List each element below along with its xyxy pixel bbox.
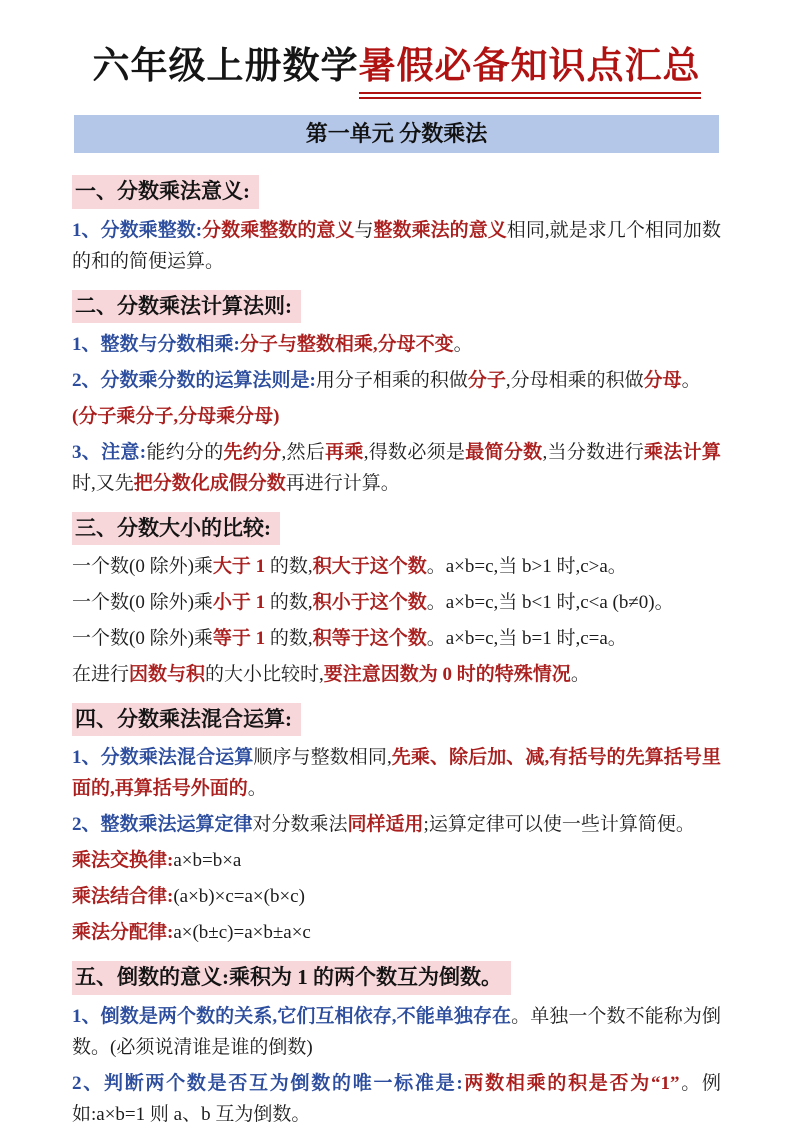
paragraph	[72, 809, 721, 840]
text-run-blue: 1、分数乘法混合运算	[72, 747, 254, 769]
text-run-red: 同样适用	[347, 814, 424, 836]
text-run-red: 两数相乘的积是否为“1”	[462, 1072, 680, 1094]
text-run-blue: 1、整数与分数相乘:	[72, 333, 240, 355]
text-run-black: ,分母相乘的积做	[505, 369, 644, 391]
text-run-red: 乘法计算	[644, 441, 721, 463]
paragraph	[72, 659, 721, 690]
paragraph	[72, 401, 721, 432]
unit-banner: 第一单元 分数乘法	[74, 115, 719, 153]
paragraph	[72, 1001, 721, 1063]
text-run-black: 与	[354, 219, 374, 241]
text-run-red: 积小于这个数	[312, 592, 427, 614]
text-run-black: 。a×b=c,当 b=1 时,c=a。	[426, 628, 627, 650]
text-run-black: 相同,就是求几个相同加数的和的简便运算。	[72, 219, 721, 272]
text-run-black: 。a×b=c,当 b<1 时,c<a (b≠0)。	[426, 592, 674, 614]
text-run-red: 乘法交换律:	[72, 850, 174, 872]
text-run-black: 的数,	[265, 628, 313, 650]
text-run-black: ,得数必须是	[363, 441, 466, 463]
paragraph	[72, 881, 721, 912]
text-run-black: 。	[570, 664, 590, 686]
text-run-black: 。	[681, 369, 701, 391]
paragraph	[72, 551, 721, 582]
text-run-black: 的大小比较时,	[205, 664, 324, 686]
text-run-black: 一个数(0 除外)乘	[72, 592, 213, 614]
document-content	[72, 167, 721, 1122]
paragraph	[72, 587, 721, 618]
text-run-red: 分母	[643, 369, 682, 391]
section-heading: 一、分数乘法意义:	[72, 175, 259, 208]
text-run-red: 再乘	[325, 441, 364, 463]
paragraph	[72, 329, 721, 360]
text-run-black: 。	[453, 333, 473, 355]
text-run-red: 最简分数	[465, 441, 543, 463]
text-run-blue: 3、注意:	[72, 441, 147, 463]
title-black-part: 六年级上册数学	[92, 46, 359, 87]
text-run-red: 因数与积	[129, 664, 206, 686]
text-run-black: ;运算定律可以使一些计算简便。	[423, 814, 695, 836]
text-run-blue: 2、整数乘法运算定律	[72, 814, 253, 836]
text-run-black: a×(b±c)=a×b±a×c	[173, 922, 311, 944]
text-run-black: 顺序与整数相同,	[253, 747, 392, 769]
text-run-black: 再进行计算。	[285, 472, 400, 494]
text-run-red: 积大于这个数	[312, 556, 427, 578]
text-run-black: 用分子相乘的积做	[315, 369, 468, 391]
text-run-black: 的数,	[265, 556, 313, 578]
text-run-red: 分数乘整数的意义	[202, 219, 355, 241]
text-run-black: a×b=b×a	[173, 850, 242, 872]
text-run-black: 能约分的	[146, 441, 224, 463]
text-run-red: 要注意因数为 0 时的特殊情况	[323, 664, 571, 686]
section-5	[72, 953, 721, 1122]
text-run-blue: 2、判断两个数是否互为倒数的唯一标准是:	[72, 1072, 463, 1094]
text-run-red: 积等于这个数	[312, 628, 427, 650]
text-run-black: (a×b)×c=a×(b×c)	[173, 886, 305, 908]
section-3	[72, 504, 721, 690]
text-run-red: 分子	[467, 369, 506, 391]
text-run-black: ,然后	[281, 441, 326, 463]
text-run-black: 一个数(0 除外)乘	[72, 556, 213, 578]
paragraph	[72, 437, 721, 499]
text-run-red: (分子乘分子,分母乘分母)	[72, 405, 280, 427]
text-run-red: 等于 1	[212, 628, 266, 650]
text-run-red: 先乘、除后加、减,有括号的先算括号里面的,再算括号外面的	[72, 747, 721, 800]
section-heading: 三、分数大小的比较:	[72, 512, 280, 545]
text-run-blue: 1、分数乘整数:	[72, 219, 203, 241]
text-run-blue: 1、倒数是两个数的关系,它们互相依存,不能单独存在	[72, 1005, 512, 1027]
text-run-red: 整数乘法的意义	[373, 219, 507, 241]
section-heading: 五、倒数的意义:乘积为 1 的两个数互为倒数。	[72, 961, 511, 994]
text-run-black: 时,又先	[72, 472, 134, 494]
text-run-black: ,当分数进行	[542, 441, 645, 463]
text-run-red: 大于 1	[212, 556, 266, 578]
text-run-red: 乘法结合律:	[72, 886, 174, 908]
text-run-black: 一个数(0 除外)乘	[72, 628, 213, 650]
paragraph	[72, 845, 721, 876]
section-2	[72, 282, 721, 499]
text-run-red: 小于 1	[212, 592, 266, 614]
text-run-black: 。单独一个数不能称为倒数。(必须说清谁是谁的倒数)	[72, 1005, 721, 1058]
paragraph	[72, 1068, 721, 1122]
text-run-black: 。a×b=c,当 b>1 时,c>a。	[426, 556, 627, 578]
section-1	[72, 167, 721, 276]
section-4	[72, 695, 721, 948]
paragraph	[72, 623, 721, 654]
text-run-black: 。	[247, 778, 267, 800]
text-run-blue: 2、分数乘分数的运算法则是:	[72, 369, 316, 391]
text-run-black: 。例如:a×b=1 则 a、b 互为倒数。	[72, 1072, 721, 1122]
paragraph	[72, 365, 721, 396]
section-heading: 四、分数乘法混合运算:	[72, 703, 301, 736]
text-run-red: 乘法分配律:	[72, 922, 174, 944]
text-run-black: 在进行	[72, 664, 130, 686]
paragraph	[72, 917, 721, 948]
page-title	[72, 44, 721, 99]
text-run-black: 对分数乘法	[252, 814, 348, 836]
text-run-red: 分子与整数相乘,分母不变	[239, 333, 454, 355]
text-run-red: 把分数化成假分数	[133, 472, 286, 494]
title-red-underlined-part: 暑假必备知识点汇总	[359, 44, 701, 99]
paragraph	[72, 742, 721, 804]
text-run-red: 先约分	[223, 441, 282, 463]
paragraph	[72, 215, 721, 277]
text-run-black: 的数,	[265, 592, 313, 614]
section-heading: 二、分数乘法计算法则:	[72, 290, 301, 323]
